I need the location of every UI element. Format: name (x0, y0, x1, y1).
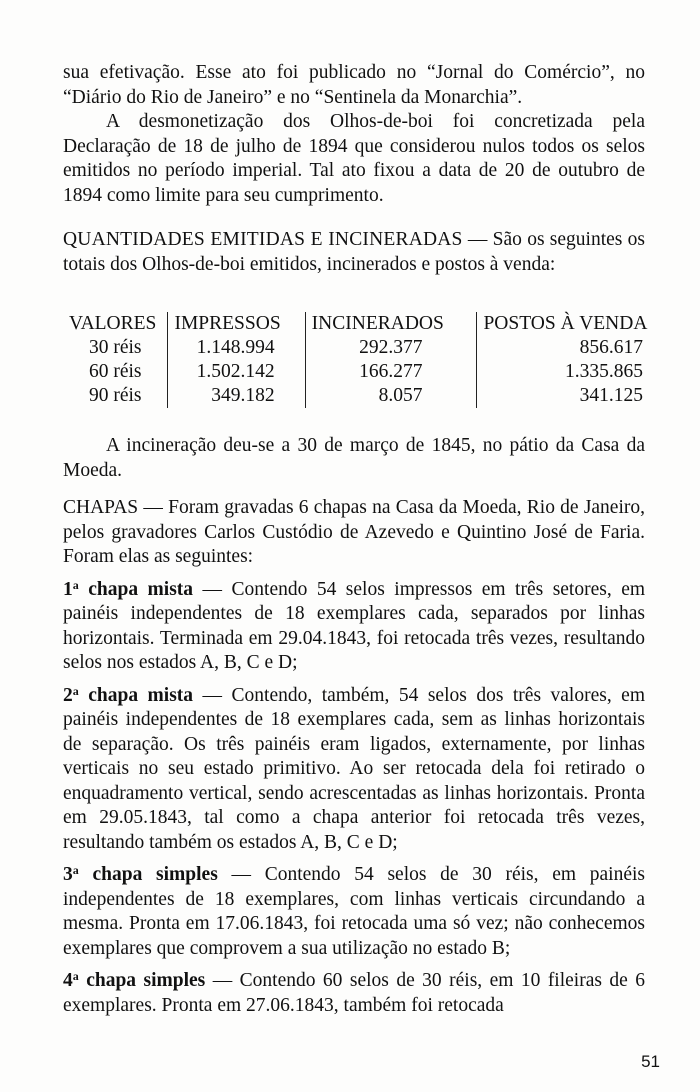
chapa-term: chapa simples (86, 970, 206, 991)
cell-incinerados: 166.277 (305, 360, 477, 384)
chapas-intro-paragraph (63, 496, 645, 570)
cell-impressos: 1.502.142 (168, 360, 305, 384)
cell-valor: 60 réis (63, 360, 168, 384)
ordinal-mark: a (72, 969, 79, 983)
chapa-term: chapa mista (88, 578, 194, 600)
chapas-heading: CHAPAS (63, 497, 139, 518)
header-valores: VALORES (63, 312, 168, 336)
chapa-term: chapa mista (88, 684, 194, 706)
quantities-paragraph (63, 228, 645, 277)
chapa-description: — Contendo, também, 54 selos dos três valores, em painéis independentes de 18 exemplares cada, sem as linhas horizontais de separação. Os três painéis eram ligados, externamente, por linhas verticais no seu estado primitivo. Ao ser retocada dela foi retirado o enquadramento vertical, sendo acrescentadas as linhas horizontais. Pronta em 29.05.1843, tal como a chapa anterior foi retocada três vezes, resultando também os estados A, B, C e D; (63, 684, 646, 853)
page-number: 51 (641, 1052, 660, 1071)
cell-postos-a-venda: 856.617 (579, 337, 643, 358)
chapa-description: — Contendo 54 selos de 30 réis, em painéis independentes de 18 exemplares, com linhas verticais circundando a mesma. Pronta em 17.06.1843, foi retocada uma só vez; não conhecemos exemplares que comprovem a sua utilização no estado B; (63, 864, 645, 959)
ordinal-mark: a (72, 863, 79, 877)
table-row (63, 384, 663, 408)
ordinal-mark: a (72, 683, 79, 698)
table-row (63, 336, 663, 360)
chapa-term: chapa simples (92, 864, 218, 885)
cell-valor: 30 réis (63, 336, 168, 360)
table-row (63, 360, 663, 384)
incineration-section (63, 434, 645, 483)
cell-incinerados: 8.057 (305, 384, 477, 408)
cell-incinerados: 292.377 (305, 336, 477, 360)
chapas-intro: — Foram gravadas 6 chapas na Casa da Moeda, Rio de Janeiro, pelos gravadores Carlos Custódio de Azevedo e Quintino José de Faria. Foram elas as seguintes: (63, 497, 645, 567)
chapa-description: — Contendo 54 selos impressos em três setores, em painéis independentes de 18 exemplares cada, separados por linhas horizontais. Terminada em 29.04.1843, foi retocada três vezes, resultando selos nos estados A, B, C e D; (63, 578, 646, 673)
header-postos-a-venda: POSTOS À VENDA (483, 313, 648, 334)
chapa-item (63, 679, 645, 856)
quantities-intro: — São os seguintes os totais dos Olhos-de-boi emitidos, incinerados e postos à venda: (63, 229, 645, 275)
header-impressos: IMPRESSOS (168, 312, 305, 336)
emission-table (63, 312, 663, 408)
chapa-description: — Contendo 60 selos de 30 réis, em 10 fileiras de 6 exemplares. Pronta em 27.06.1843, também foi retocada (63, 970, 646, 1016)
chapa-number: 1 (63, 578, 73, 600)
cell-postos-a-venda: 1.335.865 (565, 361, 643, 382)
cell-impressos: 1.148.994 (168, 336, 305, 360)
header-incinerados: INCINERADOS (305, 312, 477, 336)
chapa-number: 2 (63, 684, 73, 706)
incineration-paragraph: A incineração deu-se a 30 de março de 1845, no pátio da Casa da Moeda. (63, 435, 645, 481)
cell-impressos: 349.182 (168, 384, 305, 408)
intro-section (63, 61, 645, 208)
chapa-item (63, 858, 645, 961)
chapa-item (63, 964, 645, 1018)
quantities-section (63, 228, 645, 277)
quantities-heading: QUANTIDADES EMITIDAS E INCINERADAS (63, 229, 463, 250)
table-header-row (63, 312, 663, 336)
ordinal-mark: a (72, 577, 79, 592)
paragraph-efetivacao: sua efetivação. Esse ato foi publicado no “Jornal do Comércio”, no “Diário do Rio de Janeiro” e no “Sentinela da Monarchia”. (63, 62, 645, 108)
cell-valor: 90 réis (63, 384, 168, 408)
chapa-number: 4 (63, 970, 73, 991)
chapa-item (63, 573, 645, 676)
chapas-section (63, 496, 645, 1018)
paragraph-desmonetizacao: A desmonetização dos Olhos-de-boi foi concretizada pela Declaração de 18 de julho de 1894 que considerou nulos todos os selos emitidos no período imperial. Tal ato fixou a data de 20 de outubro de 1894 como limite para seu cumprimento. (63, 111, 645, 206)
chapa-number: 3 (63, 864, 73, 885)
cell-postos-a-venda: 341.125 (579, 385, 643, 406)
